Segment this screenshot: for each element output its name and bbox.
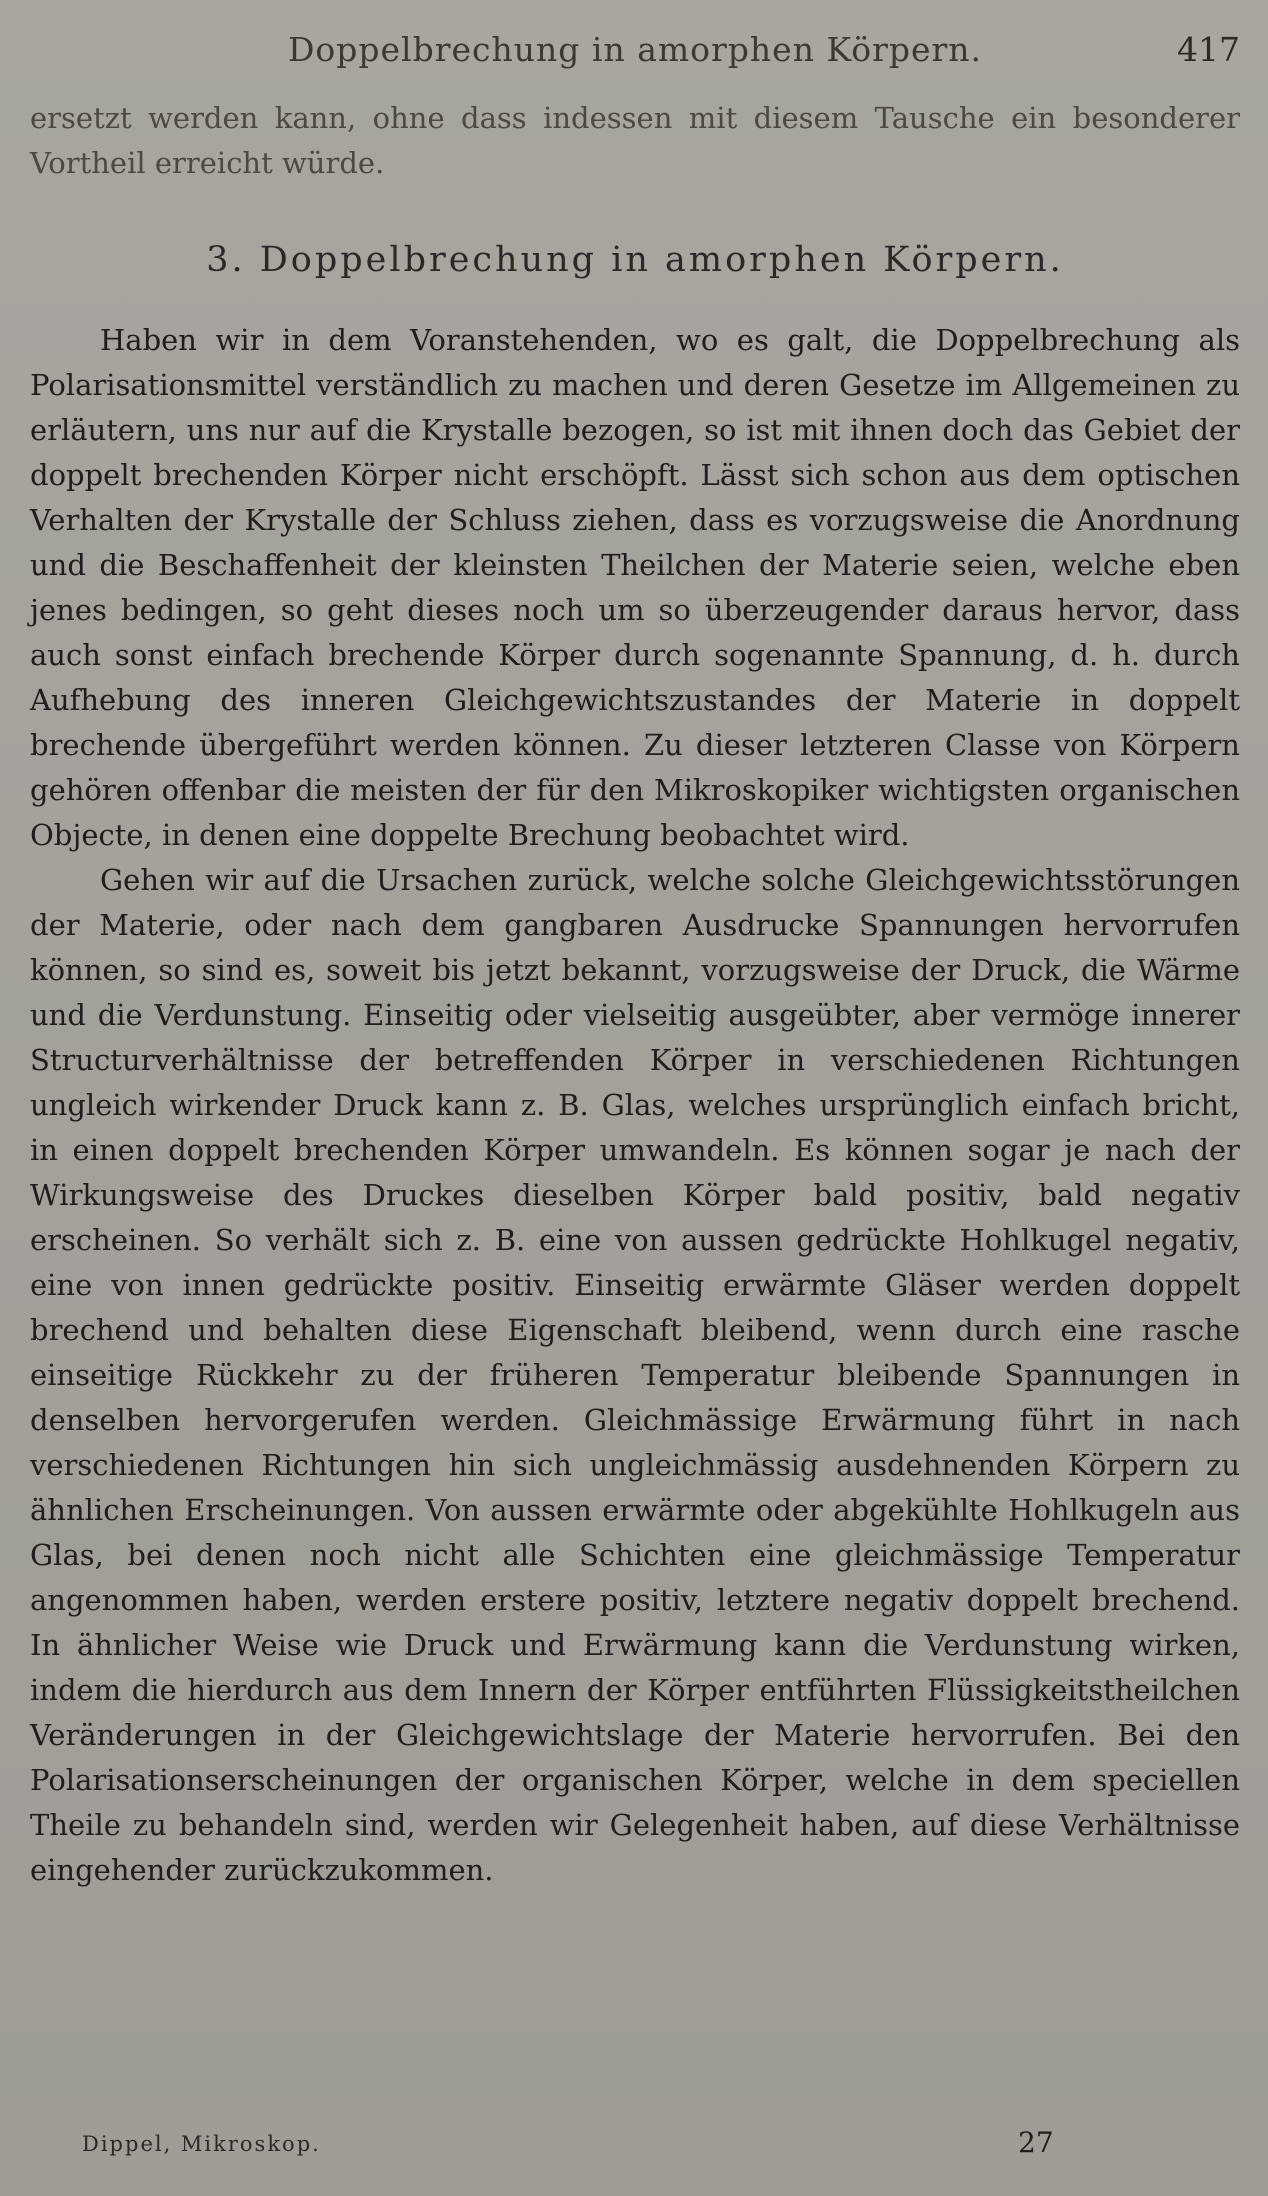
paragraph-2: Gehen wir auf die Ursachen zurück, welche solche Gleichgewichtsstörungen der Materie, oder nach dem gangbaren Ausdrucke Spannungen hervorrufen können, so sind es, soweit bis jetzt bekannt, vorzugsweise der Druck, die Wärme und die Verdunstung. Einseitig oder vielseitig ausgeübter, aber vermöge innerer Structurverhältnisse der betreffenden Körper in verschiedenen Richtungen ungleich wirkender Druck kann z. B. Glas, welches ursprünglich einfach bricht, in einen doppelt brechenden Körper umwandeln. Es können sogar je nach der Wirkungsweise des Druckes dieselben Körper bald positiv, bald negativ erscheinen. So verhält sich z. B. eine von aussen gedrückte Hohlkugel negativ, eine von innen gedrückte positiv. Einseitig erwärmte Gläser werden doppelt brechend und behalten diese Eigenschaft bleibend, wenn durch eine rasche einseitige Rückkehr zu der früheren Temperatur bleibende Spannungen in denselben hervorgerufen werden. Gleichmässige Erwärmung führt in nach verschiedenen Richtungen hin sich ungleichmässig ausdehnenden Körpern zu ähnlichen Erscheinungen. Von aussen erwärmte oder abgekühlte Hohlkugeln aus Glas, bei denen noch nicht alle Schichten eine gleichmässige Temperatur angenommen haben, werden erstere positiv, letztere negativ doppelt brechend. In ähnlicher Weise wie Druck und Erwärmung kann die Verdunstung wirken, indem die hierdurch aus dem Innern der Körper entführten Flüssigkeitstheilchen Veränderungen in der Gleichgewichtslage der Materie hervorrufen. Bei den Polarisationserscheinungen der organischen Körper, welche in dem speciellen Theile zu behandeln sind, werden wir Gelegenheit haben, auf diese Verhältnisse eingehender zurückzukommen. (30, 863, 1240, 1887)
signature-mark: 27 (1018, 2126, 1054, 2159)
footer-author: Dippel, Mikroskop. (82, 2132, 321, 2156)
running-title: Doppelbrechung in amorphen Körpern. (287, 30, 983, 69)
section-heading: 3. Doppelbrechung in amorphen Körpern. (206, 240, 1064, 280)
page-number: 417 (1177, 30, 1240, 69)
page-footer (82, 2126, 1082, 2166)
section-body (30, 318, 1240, 1893)
continuation-paragraph: ersetzt werden kann, ohne dass indessen mit diesem Tausche ein besonderer Vortheil erreicht würde. (30, 101, 1240, 180)
running-head (30, 30, 1240, 74)
paragraph-1: Haben wir in dem Voranstehenden, wo es galt, die Doppelbrechung als Polarisationsmittel verständlich zu machen und deren Gesetze im Allgemeinen zu erläutern, uns nur auf die Krystalle bezogen, so ist mit ihnen doch das Gebiet der doppelt brechenden Körper nicht erschöpft. Lässt sich schon aus dem optischen Verhalten der Krystalle der Schluss ziehen, dass es vorzugsweise die Anordnung und die Beschaffenheit der kleinsten Theilchen der Materie seien, welche eben jenes bedingen, so geht dieses noch um so überzeugender daraus hervor, dass auch sonst einfach brechende Körper durch sogenannte Spannung, d. h. durch Aufhebung des inneren Gleichgewichtszustandes der Materie in doppelt brechende übergeführt werden können. Zu dieser letzteren Classe von Körpern gehören offenbar die meisten der für den Mikroskopiker wichtigsten organischen Objecte, in denen eine doppelte Brechung beobachtet wird. (30, 323, 1240, 852)
